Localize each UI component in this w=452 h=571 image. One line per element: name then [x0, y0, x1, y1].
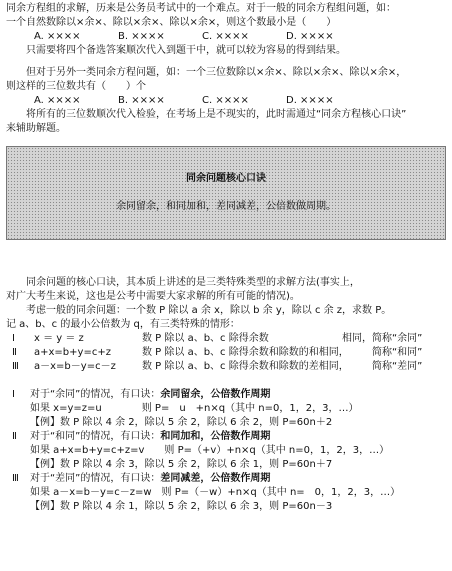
intro-line-2: 一个自然数除以×余×、除以×余×、除以×余×，则这个数最小是（ ）: [6, 17, 337, 28]
body-line-2: 对广大考生来说，这也是公考中需要大家求解的所有可能的情况)。: [6, 291, 300, 302]
rule-formula: 如果 x=y=z=u 则 P= u +n×q（其中 n=0，1，2，3，…）: [30, 403, 359, 414]
case-same: 相同，: [342, 333, 372, 344]
document: [6, 0, 446, 514]
body-line-4: 记 a、b、c 的最小公倍数为 q，有三类特殊的情形：: [6, 319, 240, 330]
rule-motto: 和同加和，公倍数作周期: [160, 431, 271, 442]
case-name: 简称“余同”: [372, 333, 423, 344]
intro-line-6: 将所有的三位数顺次代入检验，在考场上是不现实的，此时需通过“同余方程核心口诀”: [26, 109, 407, 120]
option-d: D. ××××: [286, 31, 334, 42]
rule-heading: [6, 388, 446, 402]
rule-number: Ⅲ: [12, 473, 19, 484]
option-a: A. ××××: [34, 95, 81, 106]
rule-number: Ⅱ: [12, 431, 17, 442]
rule-motto: 余同留余，公倍数作周期: [160, 389, 271, 400]
body-line-1: 同余问题的核心口诀，其本质上讲述的是三类特殊类型的求解方法(事实上，: [26, 277, 360, 288]
rule-example: 【例】数 P 除以 4 余 2，除以 5 余 2，除以 6 余 2，则 P=60n＋2: [30, 417, 333, 428]
intro-line-4: 但对于另外一类同余方程问题，如：一个三位数除以×余×、除以×余×、除以×余×，: [26, 67, 407, 78]
intro-line-7: 来辅助解题。: [6, 123, 66, 134]
options-row-1: [6, 30, 446, 44]
case-description: 数 P 除以 a、b、c 除得余数和除数的差相同，: [142, 361, 349, 372]
intro-line-5: 则这样的三位数共有（ ）个: [6, 81, 146, 92]
case-name: 简称“和同”: [372, 347, 423, 358]
case-equation: a－x=b－y=c－z: [34, 361, 116, 372]
rule-formula: 如果 a－x=b－y=c－z=w 则 P=（－w）+n×q（其中 n= 0，1，2，3，…）: [30, 487, 401, 498]
case-row: [6, 332, 446, 346]
motto-text: 余同留余，和同加和，差同减差，公倍数做周期。: [116, 201, 336, 212]
case-number: Ⅰ: [12, 333, 15, 344]
option-c: C. ××××: [202, 31, 249, 42]
case-equation: x ＝ y ＝ z: [34, 333, 84, 344]
intro-line-3: 只需要将四个备选答案顺次代入到题干中，就可以较为容易的得到结果。: [26, 45, 346, 56]
rule-heading: [6, 430, 446, 444]
rule-motto: 差同减差，公倍数作周期: [160, 473, 271, 484]
rule-head: 对于“和同”的情况，有口诀：: [30, 431, 161, 442]
rule-head: 对于“差同”的情况，有口诀：: [30, 473, 161, 484]
options-row-2: [6, 94, 446, 108]
rule-example: 【例】数 P 除以 4 余 3，除以 5 余 2，除以 6 余 1，则 P=60n＋7: [30, 459, 333, 470]
intro-line-1: 同余方程组的求解，历来是公务员考试中的一个难点。对于一般的同余方程组问题，如：: [6, 3, 396, 14]
case-equation: a+x=b+y=c+z: [34, 347, 111, 358]
option-b: B. ××××: [118, 95, 165, 106]
option-a: A. ××××: [34, 31, 81, 42]
option-b: B. ××××: [118, 31, 165, 42]
motto-box: [6, 146, 446, 240]
option-d: D. ××××: [286, 95, 334, 106]
option-c: C. ××××: [202, 95, 249, 106]
rule-head: 对于“余同”的情况，有口诀：: [30, 389, 161, 400]
case-row: [6, 346, 446, 360]
rule-heading: [6, 472, 446, 486]
case-number: Ⅲ: [12, 361, 19, 372]
case-row: [6, 360, 446, 374]
motto-title: 同余问题核心口诀: [186, 173, 266, 184]
case-description: 数 P 除以 a、b、c 除得余数和除数的和相同，: [142, 347, 349, 358]
case-description: 数 P 除以 a、b、c 除得余数: [142, 333, 269, 344]
rule-example: 【例】数 P 除以 4 余 1，除以 5 余 2，除以 6 余 3，则 P=60n－3: [30, 501, 333, 512]
body-line-3: 考虑一般的同余问题：一个数 P 除以 a 余 x，除以 b 余 y，除以 c 余 z，求数 P。: [26, 305, 392, 316]
rule-formula: 如果 a+x=b+y=c+z=v 则 P=（+v）+n×q（其中 n=0，1，2，3，…）: [30, 445, 390, 456]
rule-number: Ⅰ: [12, 389, 15, 400]
case-number: Ⅱ: [12, 347, 17, 358]
case-name: 简称“差同”: [372, 361, 423, 372]
